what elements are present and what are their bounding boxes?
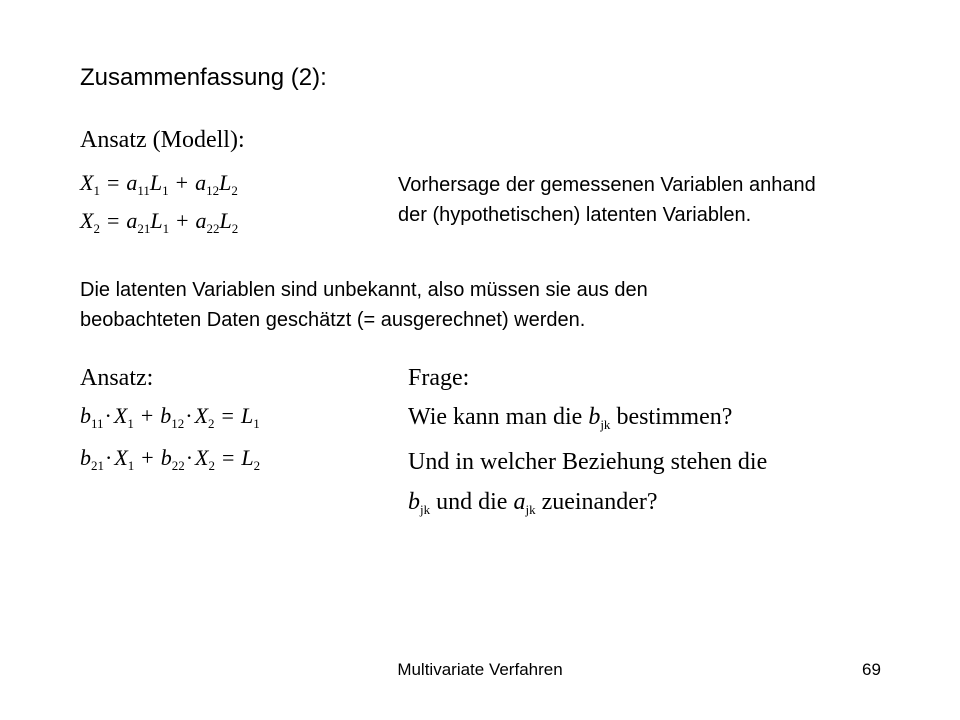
eq-variable: L (240, 403, 254, 428)
eq-subscript: 21 (137, 221, 151, 236)
eq-subscript: 21 (91, 458, 104, 473)
eq-variable: L (219, 208, 232, 233)
approach-equation-2: $b_{21}\cdot X_1 + b_{22}\cdot X_2 = L_2$ (80, 445, 261, 473)
prediction-text-line: der (hypothetischen) latenten Variablen. (398, 204, 752, 226)
eq-coefficient: b (80, 403, 91, 428)
latent-text-line: beobachteten Daten geschätzt (= ausgerechnet) werden. (80, 309, 586, 331)
latent-text-line: Die latenten Variablen sind unbekannt, also müssen sie aus den (80, 279, 648, 301)
eq-coefficient: a (126, 208, 138, 233)
eq-variable: X (194, 403, 209, 428)
eq-variable: L (150, 208, 163, 233)
eq-variable: L (241, 445, 254, 470)
eq-subscript: 1 (162, 221, 170, 236)
prediction-text-line: Vorhersage der gemessenen Variablen anhand (398, 174, 816, 196)
model-heading: Ansatz (Modell): (80, 127, 245, 153)
question-text: und die (436, 489, 508, 515)
eq-variable: L (219, 170, 232, 195)
eq-subscript: 1 (93, 183, 100, 198)
eq-variable: X (80, 208, 94, 233)
question-text: zueinander? (541, 489, 658, 515)
approach-equation-1: $b_{11}\cdot X_1 + b_{12}\cdot X_2 = L_1$ (80, 403, 260, 431)
eq-variable: X (195, 445, 209, 470)
eq-subscript: jk (420, 502, 431, 517)
approach-heading: Ansatz: (80, 365, 154, 391)
eq-subscript: 1 (127, 416, 134, 431)
eq-variable: X (113, 403, 128, 428)
eq-coefficient: b (80, 445, 91, 470)
page-number: 69 (862, 660, 881, 679)
eq-subscript: 12 (171, 416, 185, 431)
eq-subscript: 11 (137, 183, 150, 198)
prediction-text (398, 170, 816, 230)
footer-title: Multivariate Verfahren (397, 660, 563, 679)
question-text: bestimmen? (616, 404, 733, 430)
eq-coefficient: b (408, 489, 420, 515)
eq-variable: X (114, 445, 128, 470)
eq-subscript: 12 (206, 183, 220, 198)
eq-subscript: 2 (208, 458, 215, 473)
model-equation-2: $X_2 = a_{21}L_1 + a_{22}L_2$ (80, 208, 239, 236)
eq-subscript: 2 (93, 221, 100, 236)
eq-subscript: jk (525, 502, 536, 517)
eq-subscript: jk (600, 417, 611, 432)
eq-subscript: 2 (231, 221, 239, 236)
eq-subscript: 1 (162, 183, 169, 198)
question-text: Wie kann man die (408, 404, 583, 430)
eq-subscript: 22 (171, 458, 185, 473)
eq-coefficient: a (513, 489, 526, 515)
eq-coefficient: a (195, 170, 207, 195)
eq-coefficient: b (160, 403, 172, 428)
eq-subscript: 2 (231, 183, 238, 198)
latent-text (80, 275, 648, 335)
eq-coefficient: b (588, 404, 601, 430)
eq-variable: X (80, 170, 94, 195)
eq-subscript: 2 (253, 458, 261, 473)
eq-subscript: 22 (206, 221, 220, 236)
question-heading: Frage: (408, 365, 470, 391)
eq-coefficient: a (126, 170, 138, 195)
eq-subscript: 2 (208, 416, 215, 431)
eq-coefficient: a (195, 208, 207, 233)
slide-title: Zusammenfassung (2): (80, 64, 327, 91)
eq-subscript: 11 (91, 416, 104, 431)
eq-subscript: 1 (253, 416, 260, 431)
question-line-2: Und in welcher Beziehung stehen die (408, 449, 768, 475)
eq-variable: L (149, 170, 163, 195)
eq-coefficient: b (160, 445, 172, 470)
question-line-3 (408, 489, 658, 517)
question-line-1 (408, 404, 733, 432)
eq-subscript: 1 (127, 458, 135, 473)
model-equation-1: $X_1 = a_{11}L_1 + a_{12}L_2$ (80, 170, 238, 198)
